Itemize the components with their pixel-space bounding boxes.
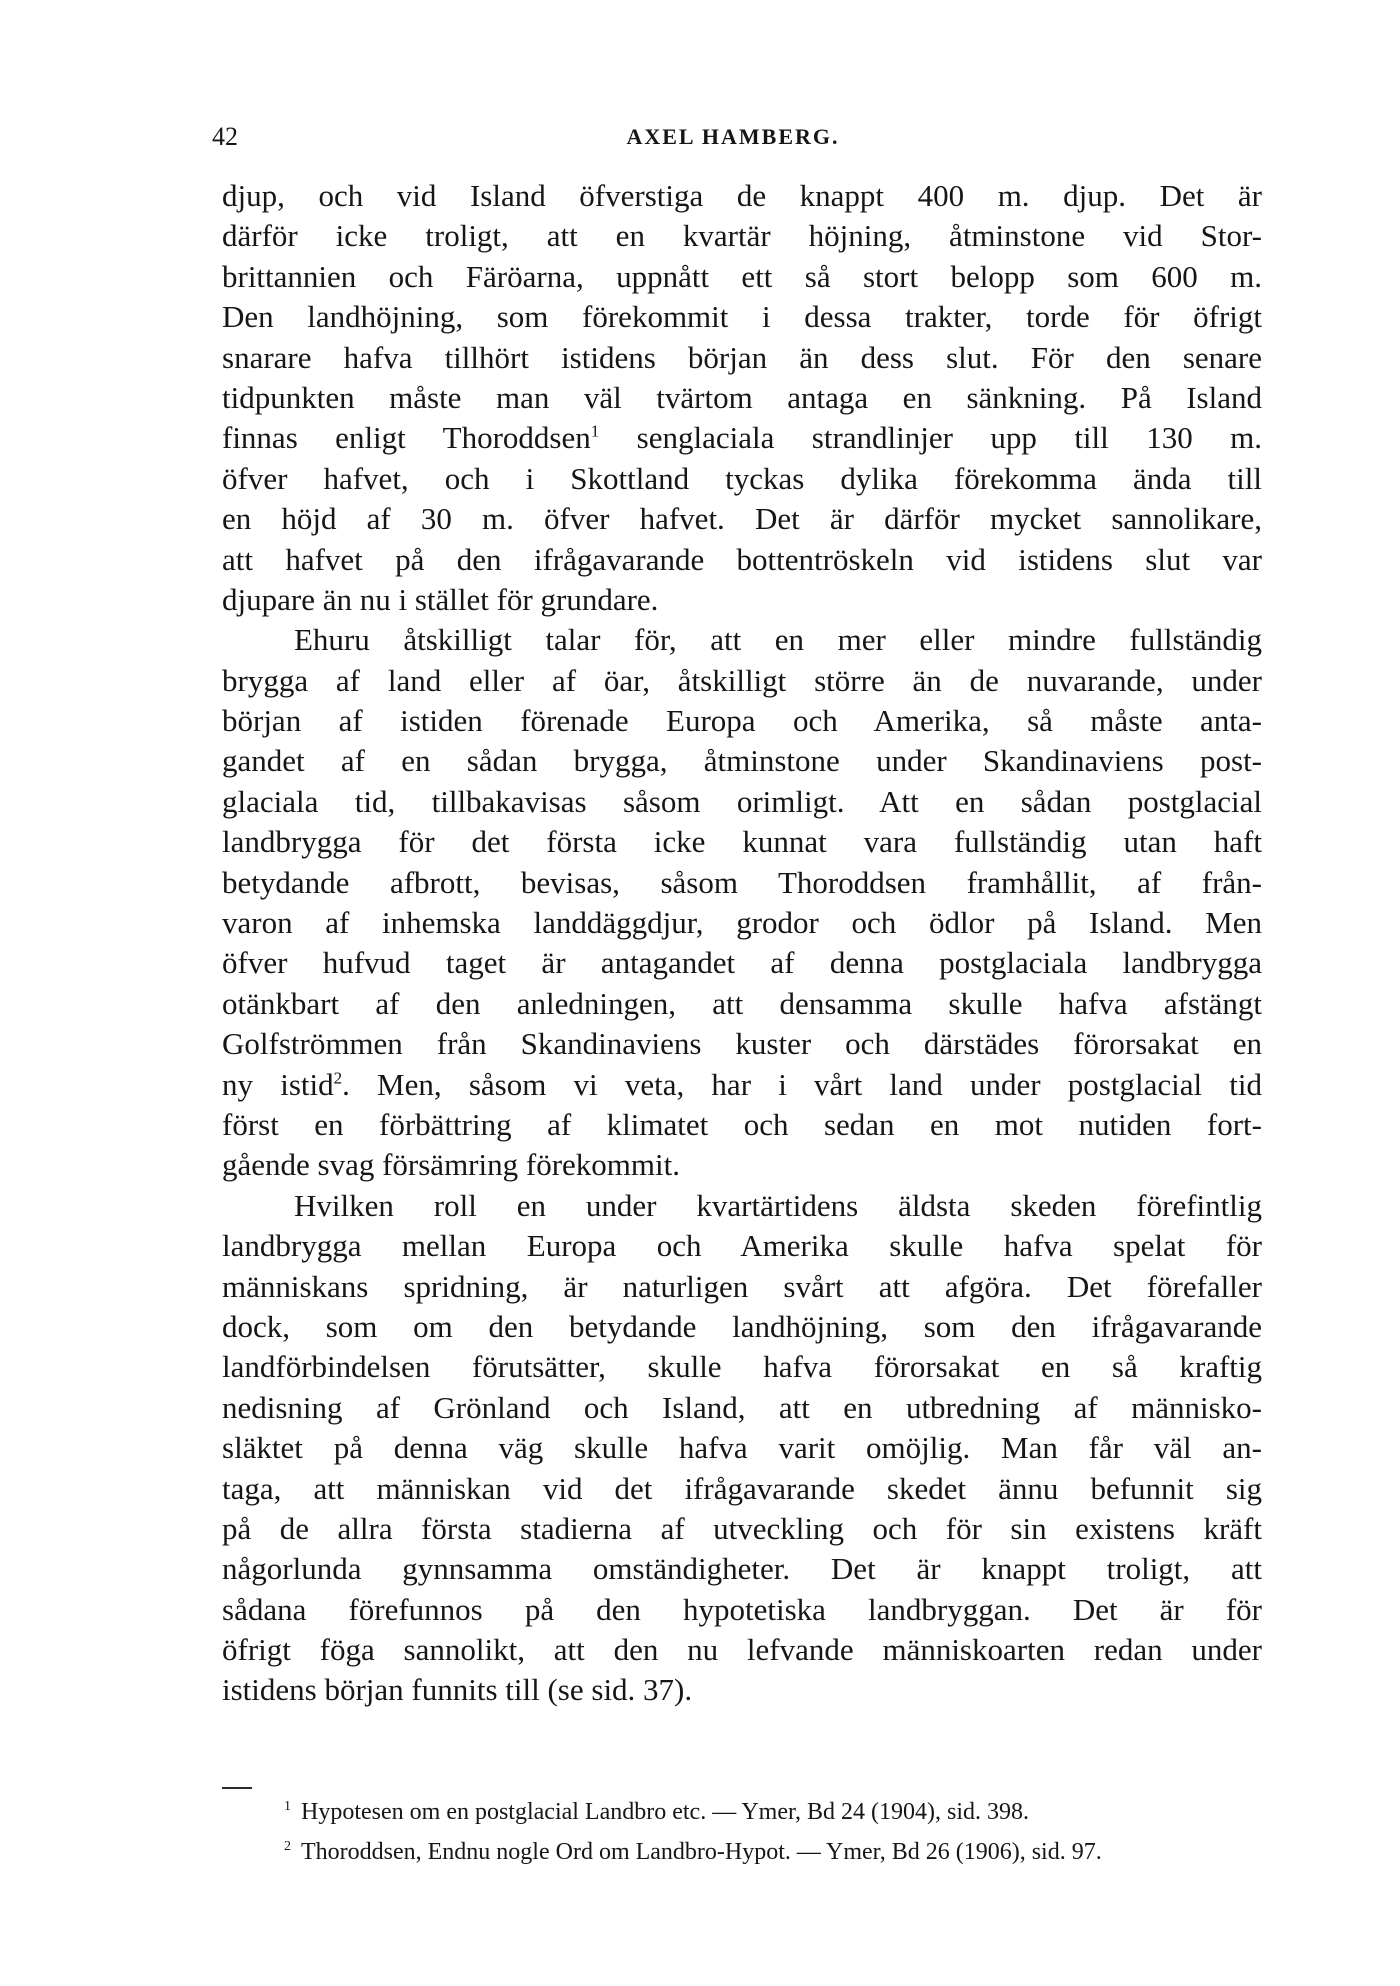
text-segment: människans spridning, är naturligen svårt att afgöra. Det förefaller: [222, 1268, 1262, 1304]
text-segment: Ehuru åtskilligt talar för, att en mer eller mindre fullständig: [294, 622, 1262, 658]
footnote: [284, 1832, 1264, 1872]
text-segment: taga, att människan vid det ifrågavarande skedet ännu befunnit sig: [222, 1470, 1262, 1506]
text-line: [222, 1065, 1262, 1105]
text-segment: gående svag försämring förekommit.: [222, 1147, 680, 1183]
footnote-mark: 1: [284, 1799, 291, 1814]
footnote-text: Hypotesen om en postglacial Landbro etc. — Ymer, Bd 24 (1904), sid. 398.: [301, 1799, 1030, 1825]
footnote-reference[interactable]: 1: [590, 422, 600, 442]
text-line: [222, 580, 1262, 620]
text-segment: början af istiden förenade Europa och Amerika, så måste anta-: [222, 703, 1262, 739]
text-line: [222, 1145, 1262, 1185]
text-line: [222, 822, 1262, 862]
text-line: [222, 1549, 1262, 1589]
footnote-text: Thoroddsen, Endnu nogle Ord om Landbro-Hypot. — Ymer, Bd 26 (1906), sid. 97.: [301, 1839, 1102, 1865]
text-segment: någorlunda gynnsamma omständigheter. Det är knappt troligt, att: [222, 1551, 1262, 1587]
text-line: [222, 338, 1262, 378]
text-line: [222, 1307, 1262, 1347]
running-head: AXEL HAMBERG.: [626, 124, 840, 149]
text-segment: . Men, såsom vi veta, har i vårt land under postglacial tid: [342, 1066, 1262, 1102]
text-segment: ny istid: [222, 1066, 334, 1102]
text-segment: varon af inhemska landdäggdjur, grodor och ödlor på Island. Men: [222, 905, 1262, 941]
text-segment: öfver hafvet, och i Skottland tyckas dylika förekomma ända till: [222, 460, 1262, 496]
text-segment: landförbindelsen förutsätter, skulle hafva förorsakat en så kraftig: [222, 1349, 1262, 1385]
text-line: [222, 1388, 1262, 1428]
text-line: [222, 1428, 1262, 1468]
text-line: [222, 1347, 1262, 1387]
text-segment: brittannien och Färöarna, uppnått ett så stort belopp som 600 m.: [222, 258, 1262, 294]
text-segment: landbrygga mellan Europa och Amerika skulle hafva spelat för: [222, 1228, 1262, 1264]
text-segment: dock, som om den betydande landhöjning, som den ifrågavarande: [222, 1308, 1262, 1344]
footnote-divider: [222, 1787, 252, 1789]
text-segment: istidens början funnits till (se sid. 37).: [222, 1672, 693, 1708]
text-line: [222, 1509, 1262, 1549]
text-line: [222, 297, 1262, 337]
text-segment: gandet af en sådan brygga, åtminstone under Skandinaviens post-: [222, 743, 1262, 779]
text-line: [222, 216, 1262, 256]
footnote-mark: 2: [284, 1839, 291, 1854]
text-line: [222, 257, 1262, 297]
text-segment: senglaciala strandlinjer upp till 130 m.: [599, 420, 1262, 456]
text-segment: Hvilken roll en under kvartärtidens äldsta skeden förefintlig: [294, 1187, 1262, 1223]
text-line: [222, 863, 1262, 903]
text-segment: finnas enligt Thoroddsen: [222, 420, 591, 456]
text-line: [222, 701, 1262, 741]
text-segment: glaciala tid, tillbakavisas såsom orimligt. Att en sådan postglacial: [222, 783, 1262, 819]
text-segment: öfver hufvud taget är antagandet af denna postglaciala landbrygga: [222, 945, 1262, 981]
text-segment: brygga af land eller af öar, åtskilligt större än de nuvarande, under: [222, 662, 1262, 698]
text-line: [222, 1469, 1262, 1509]
text-segment: betydande afbrott, bevisas, såsom Thoroddsen framhållit, af från-: [222, 864, 1262, 900]
text-line: [222, 1024, 1262, 1064]
text-segment: djup, och vid Island öfverstiga de knappt 400 m. djup. Det är: [222, 178, 1262, 213]
text-line: [222, 782, 1262, 822]
text-segment: släktet på denna väg skulle hafva varit omöjlig. Man får väl an-: [222, 1430, 1262, 1466]
text-segment: därför icke troligt, att en kvartär höjning, åtminstone vid Stor-: [222, 218, 1262, 254]
text-line: [222, 741, 1262, 781]
text-segment: snarare hafva tillhört istidens början än dess slut. För den senare: [222, 339, 1262, 375]
text-line: [222, 499, 1262, 539]
text-line: [222, 1670, 1262, 1710]
page-header: [212, 122, 1254, 158]
text-segment: Den landhöjning, som förekommit i dessa trakter, torde för öfrigt: [222, 299, 1262, 335]
text-line: [222, 620, 1262, 660]
text-segment: djupare än nu i stället för grundare.: [222, 581, 659, 617]
text-line: [222, 176, 1262, 216]
text-line: [222, 984, 1262, 1024]
text-segment: sådana förefunnos på den hypotetiska landbryggan. Det är för: [222, 1591, 1262, 1627]
text-segment: först en förbättring af klimatet och sedan en mot nutiden fort-: [222, 1106, 1262, 1142]
text-segment: nedisning af Grönland och Island, att en utbredning af människo-: [222, 1389, 1262, 1425]
text-segment: på de allra första stadierna af utveckling och för sin existens kräft: [222, 1510, 1262, 1546]
text-line: [222, 540, 1262, 580]
text-line: [222, 418, 1262, 458]
text-line: [222, 1590, 1262, 1630]
footnote: [284, 1792, 1264, 1832]
footnotes: [284, 1792, 1264, 1872]
text-segment: tidpunkten måste man väl tvärtom antaga en sänkning. På Island: [222, 379, 1262, 415]
text-segment: en höjd af 30 m. öfver hafvet. Det är därför mycket sannolikare,: [222, 501, 1262, 537]
text-segment: landbrygga för det första icke kunnat vara fullständig utan haft: [222, 824, 1262, 860]
text-line: [222, 1226, 1262, 1266]
text-line: [222, 1105, 1262, 1145]
body-text: [222, 176, 1262, 1711]
text-line: [222, 378, 1262, 418]
page-number: 42: [212, 122, 238, 151]
text-line: [222, 903, 1262, 943]
text-line: [222, 661, 1262, 701]
text-line: [222, 943, 1262, 983]
text-line: [222, 1267, 1262, 1307]
footnote-reference[interactable]: 2: [333, 1068, 343, 1088]
text-segment: att hafvet på den ifrågavarande bottentröskeln vid istidens slut var: [222, 541, 1262, 577]
text-segment: Golfströmmen från Skandinaviens kuster och därstädes förorsakat en: [222, 1026, 1262, 1062]
text-line: [222, 1186, 1262, 1226]
text-line: [222, 459, 1262, 499]
text-segment: otänkbart af den anledningen, att densamma skulle hafva afstängt: [222, 985, 1262, 1021]
text-line: [222, 1630, 1262, 1670]
text-segment: öfrigt föga sannolikt, att den nu lefvande människoarten redan under: [222, 1632, 1262, 1668]
